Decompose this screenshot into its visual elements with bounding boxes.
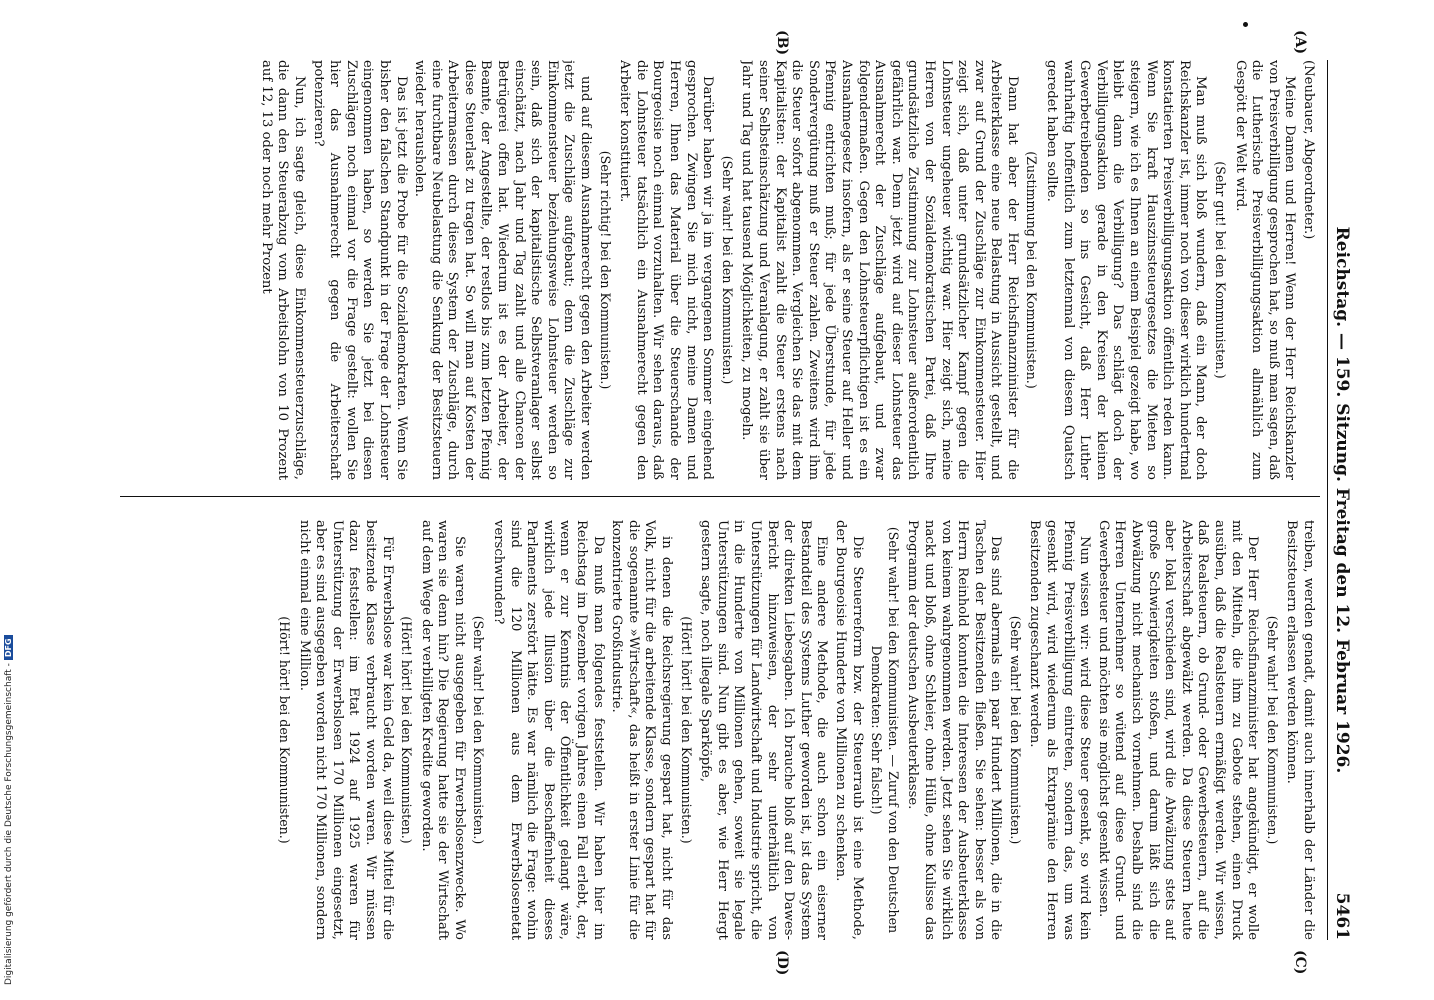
interjection: (Zustimmung bei den Kommunisten.) (1024, 151, 1040, 389)
interjection: (Sehr wahr! bei den Kommunisten.) (471, 615, 487, 845)
paragraph: Sie waren nicht ausgegeben für Erwerbslosenzwecke. Wo waren sie denn hin? Die Regierung hatte sie der Wirtschaft auf dem Wege der verbilligten Kredite geworden. (418, 520, 467, 940)
interjection: (Sehr wahr! bei den Kommunisten.) (1264, 615, 1280, 845)
interjection: (Sehr wahr! bei den Kommunisten.) (1007, 615, 1023, 845)
interjection: (Hört! hört! bei den Kommunisten.) (678, 616, 694, 844)
paragraph: treiben, werden genadt, damit auch innerhalb der Länder die Besitzsteuern erlassen werden können. (1284, 520, 1316, 940)
digitization-credit-text: Digitalisierung gefördert durch die Deutsche Forschungsgemeinschaft - (4, 663, 14, 985)
paragraph: Der Herr Reichsfinanzminister hat angekündigt, er wolle mit den Mitteln, die ihm zu Gebote stehen, einen Druck ausüben, daß die Realsteuern ermäßigt werden. Wir wissen, daß Realsteuern, ob Grund- oder Gewerbesteuern, auf die Arbeiterschaft abgewälzt werden. Da diese Steuern heute aber lokal verschieden sind, wird die Abwälzung stets auf große Schwierigkeiten stoßen, und darum läßt sich die Abwälzung nicht mechanisch vornehmen. Deshalb sind die Herren Unternehmer so wütend auf diese Grund- und Gewerbesteuer und möchten sie möglichst gesenkt wissen. (1095, 520, 1261, 940)
paragraph: Die Steuerreform bzw. der Steuerraub ist eine Methode, der Bourgeoisie Hunderte von Millionen zu schenken. (832, 520, 865, 940)
column-divider (120, 496, 1320, 497)
paragraph: Nun wissen wir: wird diese Steuer gesenkt, so wird kein Pfennig Preisverbilligung eintreten, sondern das, um was gesenkt wird, wird wiederum als Extraprämie den Herren Besitzenden zugeschanzt werden. (1027, 520, 1093, 940)
interjection: (Sehr richtig! bei den Kommunisten.) (597, 150, 613, 390)
speaker-attribution: (Neubauer, Abgeordneter.) (1301, 60, 1316, 240)
page-dot (1243, 22, 1248, 27)
paragraph: Nun, ich sagte gleich, diese Einkommensteuerzuschläge, die dann den Steuerabzug vom Arbeitslohn von 10 Prozent auf 12, 13 oder noch mehr Prozent (258, 60, 307, 480)
paragraph: Darüber haben wir ja im vergangenen Sommer eingehend gesprochen. Zwingen Sie mich nicht, meine Damen und Herren, Ihnen das Material über die Steuerschande der Bourgeoisie noch einmal vorzuhalten. Wir sehen daraus, daß die Lohnsteuer tatsächlich ein Ausnahmerecht gegen den Arbeiter konstituiert. (617, 60, 716, 480)
paragraph: in denen die Reichsregierung gespart hat, nicht für das Volk, nicht für die arbeitende Klasse, sondern gespart hat für die sogenannte »Wirtschaft«, das heißt in erster Linie für die konzentrierte Großindustrie. (609, 520, 675, 940)
paragraph: und auf diesem Ausnahmerecht gegen den Arbeiter werden jetzt die Zuschläge aufgebaut; denn die Zuschläge zur Einkommensteuer beziehungsweise Lohnsteuer werden so sein, daß sich der kapitalistische Selbstveranlager selbst einschätzt, nach Jahr und Tag zahlt und alle Chancen der Betrügerei offen hat. Wiederum ist es der Arbeiter, der Beamte, der Angestellte, der restlos bis zum letzten Pfennig diese Steuerlast zu tragen hat. So will man auf Kosten der Arbeitermassen durch dieses System der Zuschläge, durch eine furchtbare Neubelastung die Senkung der Besitzsteuern wieder herausholen. (412, 60, 594, 480)
right-column (126, 520, 1316, 940)
page-number: 5461 (1332, 892, 1352, 940)
paragraph: Dann hat aber der Herr Reichsfinanzminister für die Arbeiterklasse eine neue Belastung in Aussicht gestellt, und zwar auf Grund der Zuschläge zur Einkommensteuer. Hier zeigt sich, daß unter grundsätzlicher Kampf gegen die Lohnsteuer ungeheuer wichtig war. Hier zeigt sich, meine Herren von der Sozialdemokratischen Partei, daß Ihre grundsätzliche Zustimmung zur Lohnsteuer außerordentlich gefährlich war. Denn jetzt wird auf dieser Lohnsteuer das Ausnahmerecht der Zuschläge aufgebaut, und zwar folgendermaßen. Gegen den Lohnsteuerpflichtigen ist es ein Ausnahmegesetz insofern, als er seine Steuer auf Heller und Pfennig entrichten muß; für jede Überstunde, für jede Sondervergütung muß er Steuer zahlen. Zweitens wird ihm die Steuer sofort abgenommen. Vergleichen Sie das mit dem Kapitalisten: der Kapitalist zahlt die Steuer erstens nach seiner Selbsteinschätzung und Veranlagung, er zahlt sie über Jahr und Tag und hat tausend Möglichkeiten, zu mogeln. (739, 60, 1020, 480)
digitization-credit (4, 585, 18, 985)
interjection: (Hört! hört! bei den Kommunisten.) (399, 616, 415, 844)
paragraph: Das sind abermals ein paar Hundert Millionen, die in die Taschen der Besitzenden fließen. Sie sehen: besser als von Herrn Reinhold konnten die Interessen der Ausbeuterklasse von keinem wahrgenommen werden. Jetzt sehen Sie wirklich nackt und bloß, ohne Schleier, ohne Hülle, ohne Kulisse das Programm der deutschen Ausbeuterklasse. (905, 520, 1004, 940)
interjection: (Sehr wahr! bei den Kommunisten.) (719, 155, 735, 385)
margin-marker-c: (C) (1292, 950, 1308, 975)
interjection: (Sehr wahr! bei den Kommunisten. — Zuruf von den Deutschen Demokraten: Sehr falsch!) (869, 526, 901, 934)
paragraph: Das ist jetzt die Probe für die Sozialdemokraten. Wenn Sie bisher den falschen Standpunkt in der Frage der Lohnsteuer eingenommen haben, so werden Sie jetzt bei diesen Zuschlägen noch einmal vor die Frage gestellt: wollen Sie hier das Ausnahmerecht gegen die Arbeiterschaft potenzieren? (310, 60, 409, 480)
margin-marker-b: (B) (774, 30, 790, 56)
page-header-title: Reichstag. — 159. Sitzung. Freitag den 12. Februar 1926. (1332, 226, 1352, 774)
paragraph: Man muß sich bloß wundern, daß ein Mann, der doch Reichskanzler ist, immer noch von dieser wirklich hundertmal konstatierten Preisverbilligungsaktion öffentlich reden kann. Wenn Sie kraft Hauszinssteuergesetzes die Mieten so steigern, wie ich es Ihnen an einem Beispiel gezeigt habe, wo bleibt dann die Verbilligung? Das schlägt doch der Verbilligungsaktion gerade in den Kreisen der kleinen Gewerbetreibenden so ins Gesicht, daß Herr Luther wahrhaftig hoffentlich zum letztenmal von diesem Quatsch geredet haben sollte. (1044, 60, 1209, 480)
paragraph: Eine andere Methode, die auch schon ein eiserner Bestandteil des Systems Luther geworden ist, ist das System der direkten Liebesgaben. Ich brauche bloß auf den Dawes-Bericht hinzuweisen, der sehr unterhältlich von Unterstützungen für Landwirtschaft und Industrie spricht, die in die Hunderte von Millionen gehen, soweit sie legale Unterstützungen sind. Nun gibt es aber, wie Herr Hergt gestern sagte, noch illegale Sparköpfe, (698, 520, 830, 940)
interjection: (Sehr gut! bei den Kommunisten.) (1213, 161, 1229, 379)
margin-marker-d: (D) (774, 950, 790, 976)
left-column (126, 60, 1316, 480)
paragraph: Meine Damen und Herren! Wenn der Herr Reichskanzler von Preisverbilligung gesprochen hat, so muß man sagen, daß die Lutherische Preisverbilligungsaktion allmählich zum Gespött der Welt wird. (1232, 60, 1298, 480)
page-header (1327, 60, 1354, 940)
document-page (34, 0, 1394, 1000)
margin-marker-a: (A) (1292, 30, 1308, 55)
paragraph: Für Erwerbslose war kein Geld da, weil diese Mittel für die besitzende Klasse verbraucht worden waren. Wir müssen dazu feststellen: im Etat 1924 auf 1925 waren für Unterstützung der Erwerbslosen 170 Millionen eingesetzt, aber es sind ausgegeben worden nicht 170 Millionen, sondern nicht einmal eine Million. (296, 520, 395, 940)
dfg-logo: DFG (4, 635, 13, 660)
interjection: (Hört! hört! bei den Kommunisten.) (276, 616, 292, 844)
paragraph: Da muß man folgendes feststellen. Wir haben hier im Reichstag im Dezember vorigen Jahres einen Fall erlebt, der, wenn er zur Kenntnis der Öffentlichkeit gelangt wäre, wirklich jede Illusion über die Beschaffenheit dieses Parlaments zerstört hätte. Es war nämlich die Frage: wohin sind die 120 Millionen aus dem Erwerbslosenetat verschwunden? (491, 520, 606, 940)
